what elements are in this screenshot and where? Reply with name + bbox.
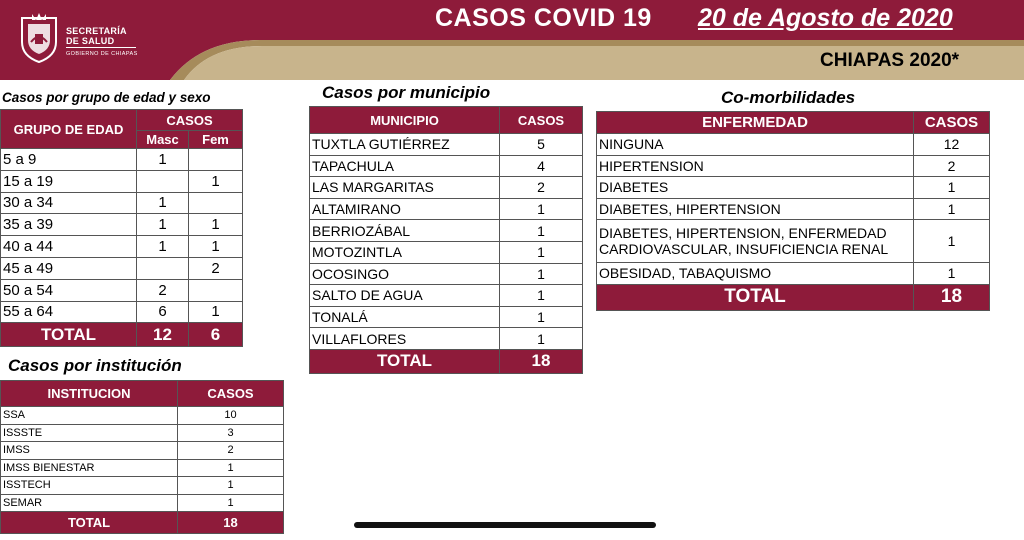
comorbidity-row [597,220,990,263]
municipality-name-cell: VILLAFLORES [310,328,500,350]
disease-name-line-2: CARDIOVASCULAR, INSUFICIENCIA RENAL [599,241,889,257]
total-male: 12 [137,323,189,347]
col-municipality: MUNICIPIO [310,107,500,134]
col-female: Fem [189,131,243,149]
age-group-cell: 35 a 39 [1,214,137,236]
disease-name-cell [597,263,914,285]
disease-name-line: DIABETES, HIPERTENSION [599,200,781,217]
age-row [1,279,243,301]
municipality-cases-cell: 1 [500,220,583,242]
female-count-cell: 2 [189,257,243,279]
col-age-group: GRUPO DE EDAD [1,110,137,149]
age-group-cell: 15 a 19 [1,170,137,192]
age-group-cell: 40 a 44 [1,236,137,258]
home-indicator[interactable] [354,522,656,528]
municipality-name-cell: OCOSINGO [310,263,500,285]
disease-cases-cell: 1 [914,177,990,199]
region-label: CHIAPAS 2020* [820,50,960,71]
male-count-cell: 6 [137,301,189,323]
female-count-cell: 1 [189,301,243,323]
municipality-cases-cell: 5 [500,134,583,156]
total-label: TOTAL [597,284,914,310]
col-cases: CASOS [914,112,990,134]
municipality-name-cell: LAS MARGARITAS [310,177,500,199]
logo-text [66,26,127,46]
municipality-row [310,328,583,350]
total-label: TOTAL [1,323,137,347]
male-count-cell [137,257,189,279]
disease-name-line: DIABETES, HIPERTENSION, ENFERMEDAD [599,225,887,241]
age-row [1,301,243,323]
comorbidity-table-title: Co-morbilidades [721,88,856,107]
institution-cases-cell: 1 [178,494,284,512]
municipality-name-cell: MOTOZINTLA [310,241,500,263]
age-total-row [1,323,243,347]
municipality-name-cell: TAPACHULA [310,155,500,177]
age-row [1,192,243,214]
col-male: Masc [137,131,189,149]
col-disease: ENFERMEDAD [597,112,914,134]
municipality-cases-cell: 4 [500,155,583,177]
age-group-cell: 55 a 64 [1,301,137,323]
municipality-cases-cell: 1 [500,263,583,285]
institution-name-cell: ISSSTE [1,424,178,442]
male-count-cell: 1 [137,149,189,171]
age-group-cell: 30 a 34 [1,192,137,214]
logo-line-2: DE SALUD [66,36,115,46]
municipality-row [310,263,583,285]
disease-name-cell [597,198,914,220]
institution-name-cell: IMSS BIENESTAR [1,459,178,477]
municipality-row [310,134,583,156]
institution-name-cell: ISSTECH [1,477,178,495]
disease-cases-cell: 1 [914,220,990,263]
disease-name-cell [597,177,914,199]
municipality-row [310,198,583,220]
municipality-name-cell: TUXTLA GUTIÉRREZ [310,134,500,156]
institution-row [1,459,284,477]
municipality-total-row [310,349,583,373]
disease-name-line: DIABETES [599,179,669,196]
municipality-cases-cell: 1 [500,285,583,307]
disease-name-cell [597,134,914,156]
municipality-cases-cell: 1 [500,306,583,328]
municipality-row [310,285,583,307]
age-row [1,149,243,171]
disease-cases-cell: 1 [914,263,990,285]
female-count-cell [189,279,243,301]
institution-cases-cell: 1 [178,459,284,477]
male-count-cell [137,170,189,192]
comorbidity-table [596,111,990,311]
age-group-cell: 5 a 9 [1,149,137,171]
total-label: TOTAL [310,349,500,373]
age-table-title: Casos por grupo de edad y sexo [2,90,211,105]
female-count-cell [189,192,243,214]
age-sex-table [0,109,243,347]
institution-name-cell: SSA [1,407,178,425]
disease-cases-cell: 2 [914,155,990,177]
col-cases: CASOS [500,107,583,134]
institution-total-row [1,512,284,534]
age-row [1,214,243,236]
comorbidity-row [597,198,990,220]
institution-row [1,407,284,425]
municipality-name-cell: TONALÁ [310,306,500,328]
municipality-row [310,155,583,177]
col-cases: CASOS [137,110,243,131]
report-date: 20 de Agosto de 2020 [698,4,953,32]
institution-table-title: Casos por institución [8,356,182,375]
disease-name-line: HIPERTENSION [599,157,704,174]
age-group-cell: 45 a 49 [1,257,137,279]
comorbidity-row [597,263,990,285]
male-count-cell: 1 [137,214,189,236]
comorbidity-row [597,155,990,177]
municipality-row [310,306,583,328]
institution-row [1,477,284,495]
municipality-table-title: Casos por municipio [322,83,491,102]
institution-row [1,494,284,512]
total-value: 18 [914,284,990,310]
institution-table [0,380,284,534]
municipality-table [309,106,583,374]
male-count-cell: 1 [137,236,189,258]
chiapas-shield-logo [18,12,60,64]
disease-name-line: NINGUNA [599,136,664,153]
municipality-cases-cell: 1 [500,241,583,263]
col-institution: INSTITUCION [1,381,178,407]
male-count-cell: 1 [137,192,189,214]
total-label: TOTAL [1,512,178,534]
municipality-cases-cell: 2 [500,177,583,199]
logo-line-3: GOBIERNO DE CHIAPAS [66,51,138,57]
age-row [1,236,243,258]
disease-cases-cell: 12 [914,134,990,156]
institution-row [1,424,284,442]
total-value: 18 [178,512,284,534]
comorbidity-total-row [597,284,990,310]
female-count-cell [189,149,243,171]
municipality-cases-cell: 1 [500,198,583,220]
disease-name-line: OBESIDAD, TABAQUISMO [599,265,772,282]
municipality-row [310,220,583,242]
disease-cases-cell: 1 [914,198,990,220]
institution-name-cell: IMSS [1,442,178,460]
total-female: 6 [189,323,243,347]
female-count-cell: 1 [189,236,243,258]
institution-cases-cell: 2 [178,442,284,460]
institution-name-cell: SEMAR [1,494,178,512]
report-title: CASOS COVID 19 [435,4,652,32]
comorbidity-row [597,177,990,199]
comorbidity-row [597,134,990,156]
age-row [1,170,243,192]
logo-divider [66,47,136,48]
institution-cases-cell: 1 [178,477,284,495]
municipality-row [310,241,583,263]
age-row [1,257,243,279]
municipality-name-cell: SALTO DE AGUA [310,285,500,307]
female-count-cell: 1 [189,170,243,192]
institution-row [1,442,284,460]
logo-line-1: SECRETARÍA [66,26,127,36]
disease-name-cell [597,155,914,177]
disease-name-cell [597,220,914,263]
municipality-row [310,177,583,199]
institution-cases-cell: 3 [178,424,284,442]
total-value: 18 [500,349,583,373]
municipality-cases-cell: 1 [500,328,583,350]
col-cases: CASOS [178,381,284,407]
institution-cases-cell: 10 [178,407,284,425]
age-group-cell: 50 a 54 [1,279,137,301]
municipality-name-cell: ALTAMIRANO [310,198,500,220]
female-count-cell: 1 [189,214,243,236]
municipality-name-cell: BERRIOZÁBAL [310,220,500,242]
male-count-cell: 2 [137,279,189,301]
